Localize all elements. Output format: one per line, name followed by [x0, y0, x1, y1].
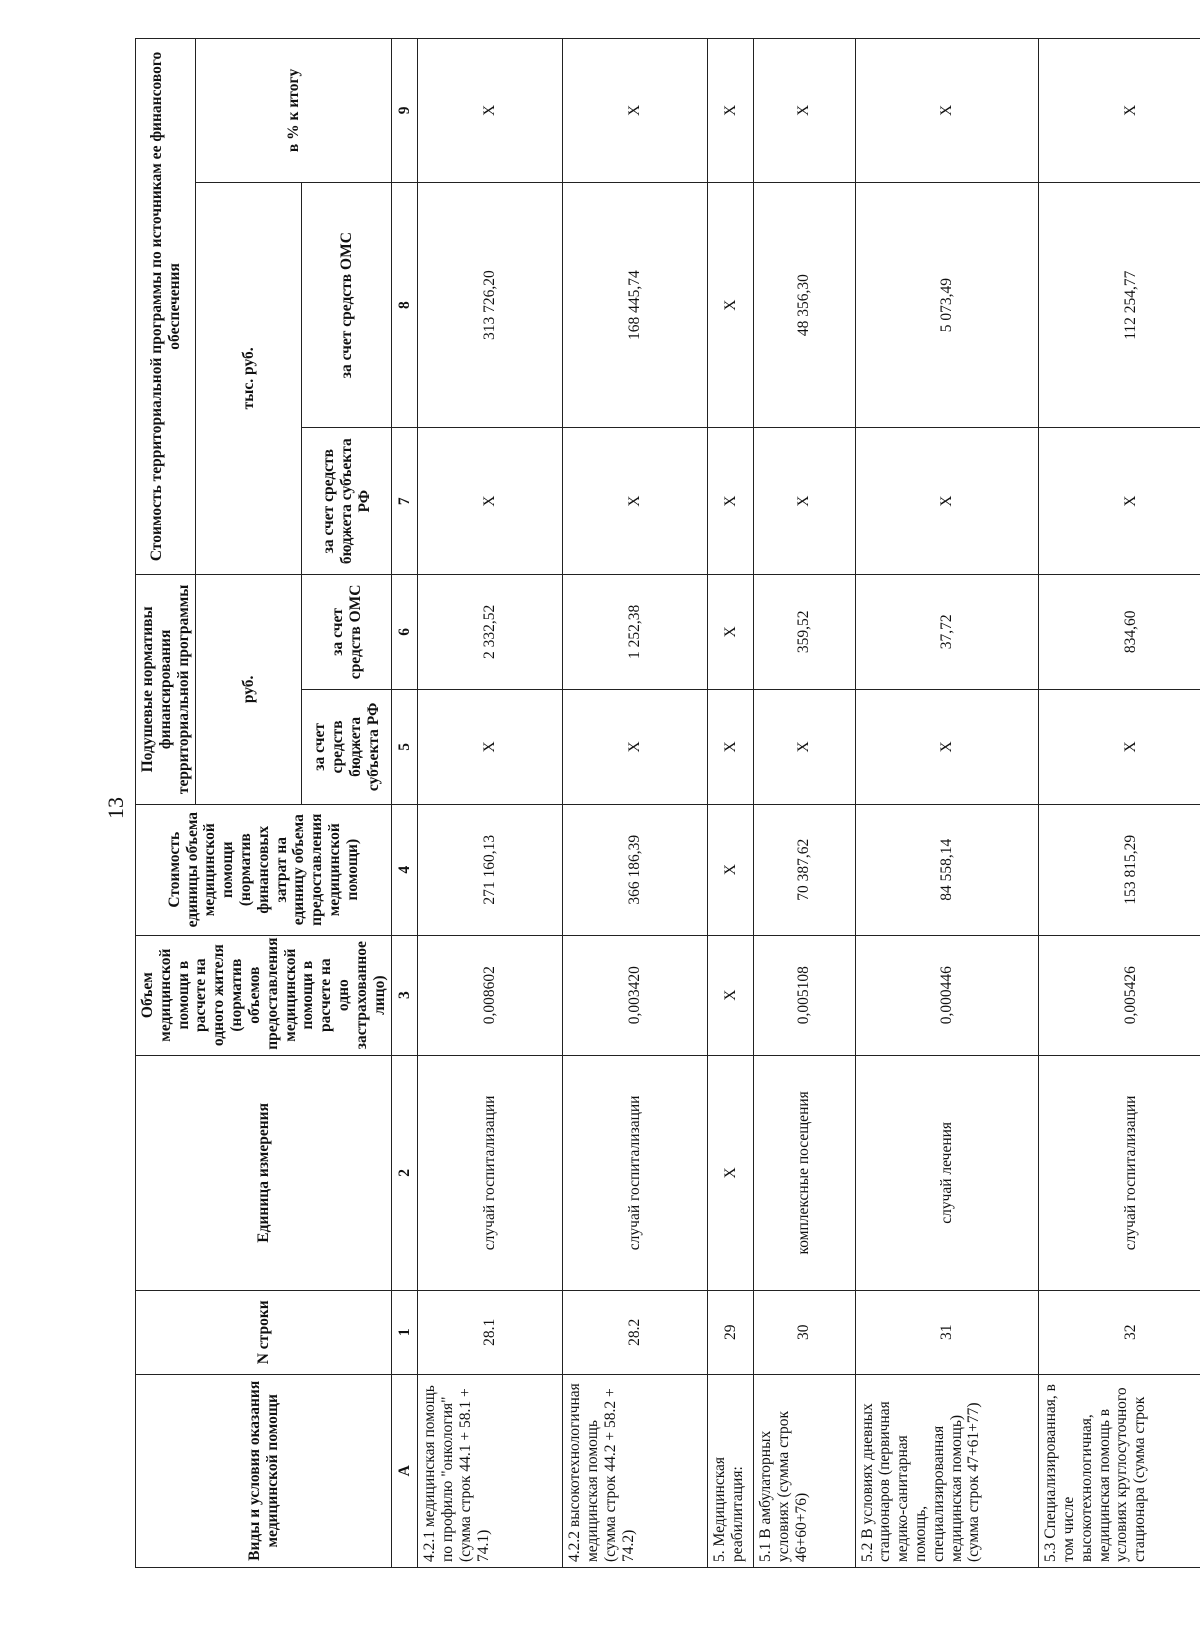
- table-row: [418, 39, 563, 1568]
- header-unit: Единица измерения: [136, 1055, 392, 1290]
- row-pc-budget: X: [707, 689, 753, 804]
- rotated-table-wrapper: [135, 38, 1149, 1568]
- row-name: 5. Медицинская реабилитация:: [707, 1374, 753, 1567]
- table-row: [563, 39, 708, 1568]
- row-unit-cost: 366 186,39: [563, 804, 708, 935]
- row-volume: 0,008602: [418, 935, 563, 1055]
- row-pc-oms: X: [707, 574, 753, 689]
- colnum-2: 2: [392, 1055, 418, 1290]
- row-volume: 0,003420: [563, 935, 708, 1055]
- row-percent: X: [1039, 39, 1200, 183]
- row-cost-budget: X: [707, 428, 753, 574]
- row-unit: случай госпитализации: [418, 1055, 563, 1290]
- page-number: 13: [103, 797, 128, 819]
- header-cost-group: Стоимость территориальной программы по источникам ее финансового обеспечения: [136, 39, 196, 575]
- row-volume: 0,005426: [1039, 935, 1200, 1055]
- row-line-number: 29: [707, 1290, 753, 1374]
- row-unit: комплексные посещения: [753, 1055, 855, 1290]
- row-cost-budget: X: [418, 428, 563, 574]
- header-pc-oms: за счет средств ОМС: [302, 574, 392, 689]
- header-unit-cost: Стоимость единицы объема медицинской помощи (норматив финансовых затрат на единицу объема предоставления медицинской помощи): [136, 804, 392, 935]
- row-cost-budget: X: [563, 428, 708, 574]
- header-unit-rub: руб.: [196, 574, 302, 804]
- row-unit: X: [707, 1055, 753, 1290]
- header-line-number: N строки: [136, 1290, 392, 1374]
- table-row: [1039, 39, 1200, 1568]
- colnum-3: 3: [392, 935, 418, 1055]
- row-pc-oms: 834,60: [1039, 574, 1200, 689]
- row-cost-oms: X: [707, 182, 753, 428]
- header-volume: Объем медицинской помощи в расчете на одного жителя (норматив объемов предоставления медицинской помощи в расчете на одно застрахованное лицо): [136, 935, 392, 1055]
- row-line-number: 28.1: [418, 1290, 563, 1374]
- colnum-5: 5: [392, 689, 418, 804]
- row-volume: 0,000446: [855, 935, 1039, 1055]
- row-name: 5.1 В амбулаторных условиях (сумма строк 46+60+76): [753, 1374, 855, 1567]
- row-line-number: 28.2: [563, 1290, 708, 1374]
- row-cost-oms: 168 445,74: [563, 182, 708, 428]
- row-pc-budget: X: [753, 689, 855, 804]
- row-pc-budget: X: [1039, 689, 1200, 804]
- row-cost-oms: 48 356,30: [753, 182, 855, 428]
- row-percent: X: [753, 39, 855, 183]
- row-cost-budget: X: [753, 428, 855, 574]
- row-line-number: 30: [753, 1290, 855, 1374]
- row-volume: X: [707, 935, 753, 1055]
- header-percent-total: в % к итогу: [196, 39, 392, 183]
- header-kinds: Виды и условия оказания медицинской помощи: [136, 1374, 392, 1567]
- table-row: [753, 39, 855, 1568]
- colnum-8: 8: [392, 182, 418, 428]
- row-name: 4.2.2 высокотехнологичная медицинская помощь (сумма строк 44.2 + 58.2 + 74.2): [563, 1374, 708, 1567]
- row-unit: случай лечения: [855, 1055, 1039, 1290]
- column-number-row: [392, 39, 418, 1568]
- row-cost-oms: 112 254,77: [1039, 182, 1200, 428]
- row-volume: 0,005108: [753, 935, 855, 1055]
- colnum-7: 7: [392, 428, 418, 574]
- row-unit: случай госпитализации: [563, 1055, 708, 1290]
- row-unit: случай госпитализации: [1039, 1055, 1200, 1290]
- colnum-4: 4: [392, 804, 418, 935]
- row-pc-oms: 1 252,38: [563, 574, 708, 689]
- row-pc-budget: X: [855, 689, 1039, 804]
- row-name: 4.2.1 медицинская помощь по профилю "онкология" (сумма строк 44.1 + 58.1 + 74.1): [418, 1374, 563, 1567]
- header-cost-budget: за счет средств бюджета субъекта РФ: [302, 428, 392, 574]
- colnum-a: А: [392, 1374, 418, 1567]
- row-cost-budget: X: [1039, 428, 1200, 574]
- row-pc-oms: 2 332,52: [418, 574, 563, 689]
- row-pc-budget: X: [418, 689, 563, 804]
- row-unit-cost: 271 160,13: [418, 804, 563, 935]
- row-percent: X: [418, 39, 563, 183]
- header-cost-oms: за счет средств ОМС: [302, 182, 392, 428]
- row-unit-cost: 153 815,29: [1039, 804, 1200, 935]
- table-row: [707, 39, 753, 1568]
- header-pc-budget: за счет средств бюджета субъекта РФ: [302, 689, 392, 804]
- row-cost-oms: 5 073,49: [855, 182, 1039, 428]
- row-cost-budget: X: [855, 428, 1039, 574]
- row-pc-budget: X: [563, 689, 708, 804]
- row-line-number: 32: [1039, 1290, 1200, 1374]
- colnum-1: 1: [392, 1290, 418, 1374]
- row-cost-oms: 313 726,20: [418, 182, 563, 428]
- row-line-number: 31: [855, 1290, 1039, 1374]
- row-unit-cost: 84 558,14: [855, 804, 1039, 935]
- row-percent: X: [707, 39, 753, 183]
- header-unit-thousand-rub: тыс. руб.: [196, 182, 302, 574]
- row-pc-oms: 359,52: [753, 574, 855, 689]
- row-percent: X: [855, 39, 1039, 183]
- row-pc-oms: 37,72: [855, 574, 1039, 689]
- row-name: 5.2 В условиях дневных стационаров (первичная медико-санитарная помощь, специализированная медицинская помощь) (сумма строк 47+61+77): [855, 1374, 1039, 1567]
- row-name: 5.3 Специализированная, в том числе высокотехнологичная, медицинская помощь в условиях круглосуточного стационара (сумма строк: [1039, 1374, 1200, 1567]
- colnum-9: 9: [392, 39, 418, 183]
- program-cost-table: [135, 38, 1200, 1568]
- table-row: [855, 39, 1039, 1568]
- row-unit-cost: 70 387,62: [753, 804, 855, 935]
- colnum-6: 6: [392, 574, 418, 689]
- header-per-capita-group: Подушевые нормативы финансирования территориальной программы: [136, 574, 196, 804]
- row-unit-cost: X: [707, 804, 753, 935]
- row-percent: X: [563, 39, 708, 183]
